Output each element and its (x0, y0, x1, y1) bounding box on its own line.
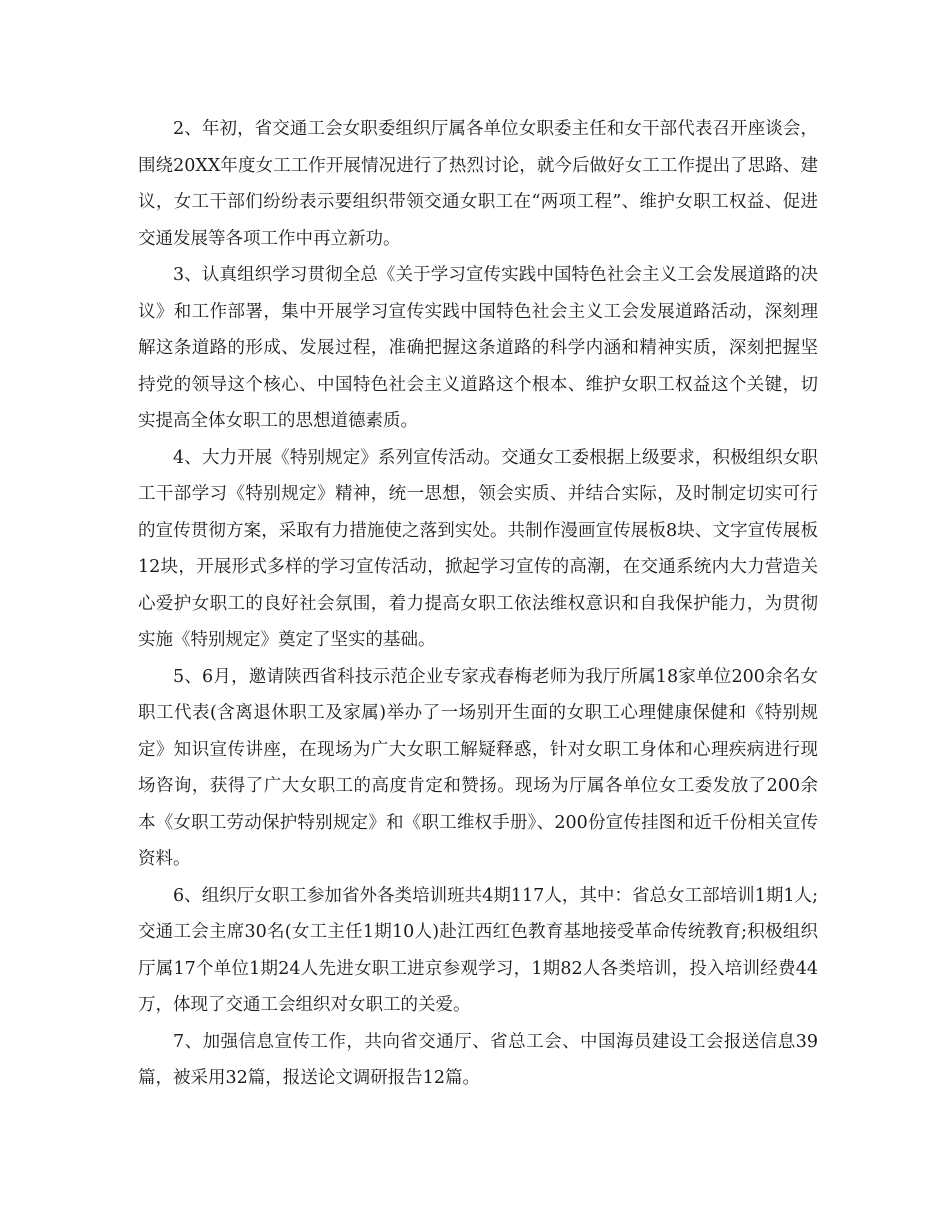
paragraph-item-4: 4、大力开展《特别规定》系列宣传活动。交通女工委根据上级要求，积极组织女职工干部学习《特别规定》精神，统一思想，领会实质、并结合实际，及时制定切实可行的宣传贯彻方案，采取有力措施使之落到实处。共制作漫画宣传展板8块、文字宣传展板12块，开展形式多样的学习宣传活动，掀起学习宣传的高潮，在交通系统内大力营造关心爱护女职工的良好社会氛围，着力提高女职工依法维权意识和自我保护能力，为贯彻实施《特别规定》奠定了坚实的基础。 (138, 447, 818, 650)
paragraph-item-6: 6、组织厅女职工参加省外各类培训班共4期117人，其中：省总女工部培训1期1人;交通工会主席30名(女工主任1期10人)赴江西红色教育基地接受革命传统教育;积极组织厅属17个单位1期24人先进女职工进京参观学习，1期82人各类培训，投入培训经费44万，体现了交通工会组织对女职工的关爱。 (138, 885, 818, 1015)
paragraph-item-7: 7、加强信息宣传工作，共向省交通厅、省总工会、中国海员建设工会报送信息39篇，被采用32篇，报送论文调研报告12篇。 (138, 1031, 818, 1088)
paragraph-item-3: 3、认真组织学习贯彻全总《关于学习宣传实践中国特色社会主义工会发展道路的决议》和工作部署，集中开展学习宣传实践中国特色社会主义工会发展道路活动，深刻理解这条道路的形成、发展过程，准确把握这条道路的科学内涵和精神实质，深刻把握坚持党的领导这个核心、中国特色社会主义道路这个根本、维护女职工权益这个关键，切实提高全体女职工的思想道德素质。 (138, 265, 818, 431)
document-body (138, 111, 818, 1097)
paragraph-item-2: 2、年初，省交通工会女职委组织厅属各单位女职委主任和女干部代表召开座谈会，围绕20XX年度女工工作开展情况进行了热烈讨论，就今后做好女工工作提出了思路、建议，女工干部们纷纷表示要组织带领交通女职工在“两项工程”、维护女职工权益、促进交通发展等各项工作中再立新功。 (138, 119, 818, 249)
paragraph-item-5: 5、6月，邀请陕西省科技示范企业专家戎春梅老师为我厅所属18家单位200余名女职工代表(含离退休职工及家属)举办了一场别开生面的女职工心理健康保健和《特别规定》知识宣传讲座，在现场为广大女职工解疑释惑，针对女职工身体和心理疾病进行现场咨询，获得了广大女职工的高度肯定和赞扬。现场为厅属各单位女工委发放了200余本《女职工劳动保护特别规定》和《职工维权手册》、200份宣传挂图和近千份相关宣传资料。 (138, 666, 818, 869)
